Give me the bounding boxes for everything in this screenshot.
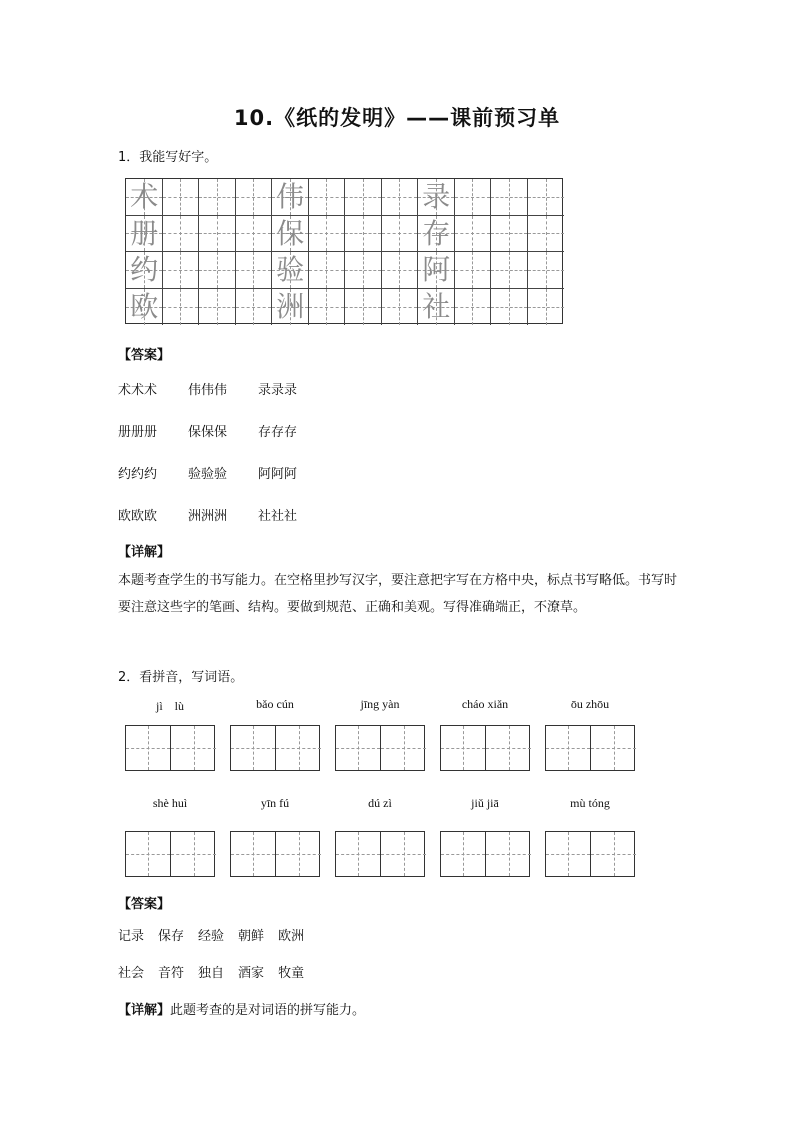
character-cell[interactable] [441,726,486,770]
model-character: 约 [130,253,159,286]
model-character: 伟 [276,180,305,213]
grid-cell[interactable] [236,216,273,253]
character-cell[interactable] [231,726,276,770]
character-cell[interactable] [276,832,321,876]
answer-word: 经验 [198,929,225,944]
grid-cell[interactable] [418,289,455,326]
grid-cell[interactable] [418,252,455,289]
grid-cell[interactable] [382,252,419,289]
answer-word: 社会 [118,966,145,981]
pinyin-label: yīn fú [260,796,290,810]
explain-text-1: 本题考查学生的书写能力。在空格里抄写汉字，要注意把字写在方格中央，标点书写略低。书写时要注意这些字的笔画、结构。要做到规范、正确和美观。写得准确端正，不潦草。 [118,573,678,615]
grid-cell[interactable] [491,252,528,289]
grid-cell[interactable] [309,252,346,289]
word-writing-box[interactable] [545,831,635,877]
character-cell[interactable] [486,726,531,770]
grid-cell[interactable] [272,179,309,216]
model-character: 洲 [276,289,305,323]
explain-2 [118,999,365,1018]
model-character: 验 [276,253,305,286]
grid-cell[interactable] [345,252,382,289]
grid-cell[interactable] [199,179,236,216]
answer-item: 册册册 [118,425,158,440]
character-cell[interactable] [171,726,216,770]
grid-cell[interactable] [345,216,382,253]
grid-cell[interactable] [418,216,455,253]
explain-label-2: 【详解】 [118,1003,171,1018]
answer-word: 独自 [198,966,225,981]
grid-cell[interactable] [126,216,163,253]
character-cell[interactable] [336,832,381,876]
answer-item: 录录录 [258,383,298,398]
character-cell[interactable] [336,726,381,770]
word-writing-box[interactable] [440,831,530,877]
pinyin-label: bǎo cún [256,697,294,711]
explain-label-1: 【详解】 [118,545,171,560]
pinyin-label: shè huì [152,796,188,810]
grid-cell[interactable] [309,216,346,253]
character-cell[interactable] [441,832,486,876]
answer-item: 验验验 [188,467,228,482]
answer-item: 阿阿阿 [258,467,298,482]
answer-label-1: 【答案】 [118,348,171,363]
answer-item: 欧欧欧 [118,509,158,524]
word-writing-box[interactable] [545,725,635,771]
grid-cell[interactable] [528,289,565,326]
model-character: 欧 [130,289,159,323]
pinyin-label: dú zì [368,796,392,810]
answer-word: 酒家 [238,966,265,981]
model-character: 存 [422,216,451,250]
character-cell[interactable] [276,726,321,770]
pinyin-label: jiǔ jiā [471,796,499,810]
character-cell[interactable] [546,726,591,770]
grid-row [126,252,562,289]
question-2-prompt: 2．看拼音，写词语。 [118,670,244,685]
pinyin-label: ōu zhōu [570,697,610,711]
grid-cell[interactable] [126,179,163,216]
model-character: 术 [130,180,159,213]
word-writing-box[interactable] [230,725,320,771]
grid-cell[interactable] [418,179,455,216]
word-writing-box[interactable] [335,725,425,771]
grid-cell[interactable] [491,289,528,326]
question-1-prompt: 1．我能写好字。 [118,150,218,165]
grid-cell[interactable] [309,289,346,326]
answer-item: 存存存 [258,425,298,440]
grid-cell[interactable] [528,179,565,216]
grid-cell[interactable] [126,252,163,289]
page-title: 10.《纸的发明》——课前预习单 [233,106,561,130]
character-cell[interactable] [546,832,591,876]
word-writing-box[interactable] [440,725,530,771]
answer-item: 约约约 [118,467,158,482]
answer-item: 术术术 [118,383,158,398]
grid-cell[interactable] [199,252,236,289]
answer-item: 洲洲洲 [188,509,228,524]
model-character: 录 [422,180,451,213]
grid-cell[interactable] [528,216,565,253]
grid-cell[interactable] [272,216,309,253]
character-cell[interactable] [486,832,531,876]
answer-word: 朝鲜 [238,929,265,944]
answer-word: 欧洲 [278,929,305,944]
grid-cell[interactable] [236,252,273,289]
word-writing-box[interactable] [230,831,320,877]
answer-item: 保保保 [188,425,228,440]
grid-cell[interactable] [236,179,273,216]
grid-cell[interactable] [163,289,200,326]
answer-word: 记录 [118,929,145,944]
grid-cell[interactable] [272,252,309,289]
grid-cell[interactable] [491,216,528,253]
grid-cell[interactable] [199,216,236,253]
grid-cell[interactable] [455,179,492,216]
answer-row-2b [118,962,318,981]
word-writing-box[interactable] [125,831,215,877]
grid-cell[interactable] [528,252,565,289]
grid-cell[interactable] [126,289,163,326]
grid-cell[interactable] [345,179,382,216]
grid-cell[interactable] [163,179,200,216]
grid-cell[interactable] [455,216,492,253]
pinyin-label: jīng yàn [360,697,400,711]
answer-item: 社社社 [258,509,298,524]
word-writing-box[interactable] [125,725,215,771]
character-cell[interactable] [381,726,426,770]
grid-cell[interactable] [345,289,382,326]
grid-cell[interactable] [163,252,200,289]
answer-label-2: 【答案】 [118,897,171,912]
answer-row-2a [118,925,318,944]
grid-row [126,289,562,326]
grid-cell[interactable] [455,289,492,326]
grid-cell[interactable] [382,289,419,326]
grid-cell[interactable] [491,179,528,216]
grid-cell[interactable] [455,252,492,289]
grid-cell[interactable] [163,216,200,253]
character-cell[interactable] [231,832,276,876]
model-character: 阿 [422,253,451,286]
grid-cell[interactable] [382,179,419,216]
character-cell[interactable] [126,832,171,876]
pinyin-label: jì lù [155,699,184,713]
explain-text-2: 此题考查的是对词语的拼写能力。 [170,1003,366,1018]
character-cell[interactable] [126,726,171,770]
character-cell[interactable] [591,726,636,770]
grid-cell[interactable] [236,289,273,326]
model-character: 保 [276,216,305,250]
model-character: 册 [130,216,159,250]
character-cell[interactable] [171,832,216,876]
answer-word: 牧童 [278,966,305,981]
grid-cell[interactable] [309,179,346,216]
character-cell[interactable] [381,832,426,876]
character-cell[interactable] [591,832,636,876]
grid-cell[interactable] [382,216,419,253]
model-character: 社 [422,289,451,323]
answer-word: 保存 [158,929,185,944]
answer-item: 伟伟伟 [188,383,228,398]
pinyin-label: mù tóng [570,796,610,810]
grid-cell[interactable] [199,289,236,326]
grid-row [126,179,562,216]
answer-word: 音符 [158,966,185,981]
grid-row [126,216,562,253]
pinyin-label: cháo xiǎn [461,697,509,711]
grid-cell[interactable] [272,289,309,326]
word-writing-box[interactable] [335,831,425,877]
practice-grid [125,178,563,324]
